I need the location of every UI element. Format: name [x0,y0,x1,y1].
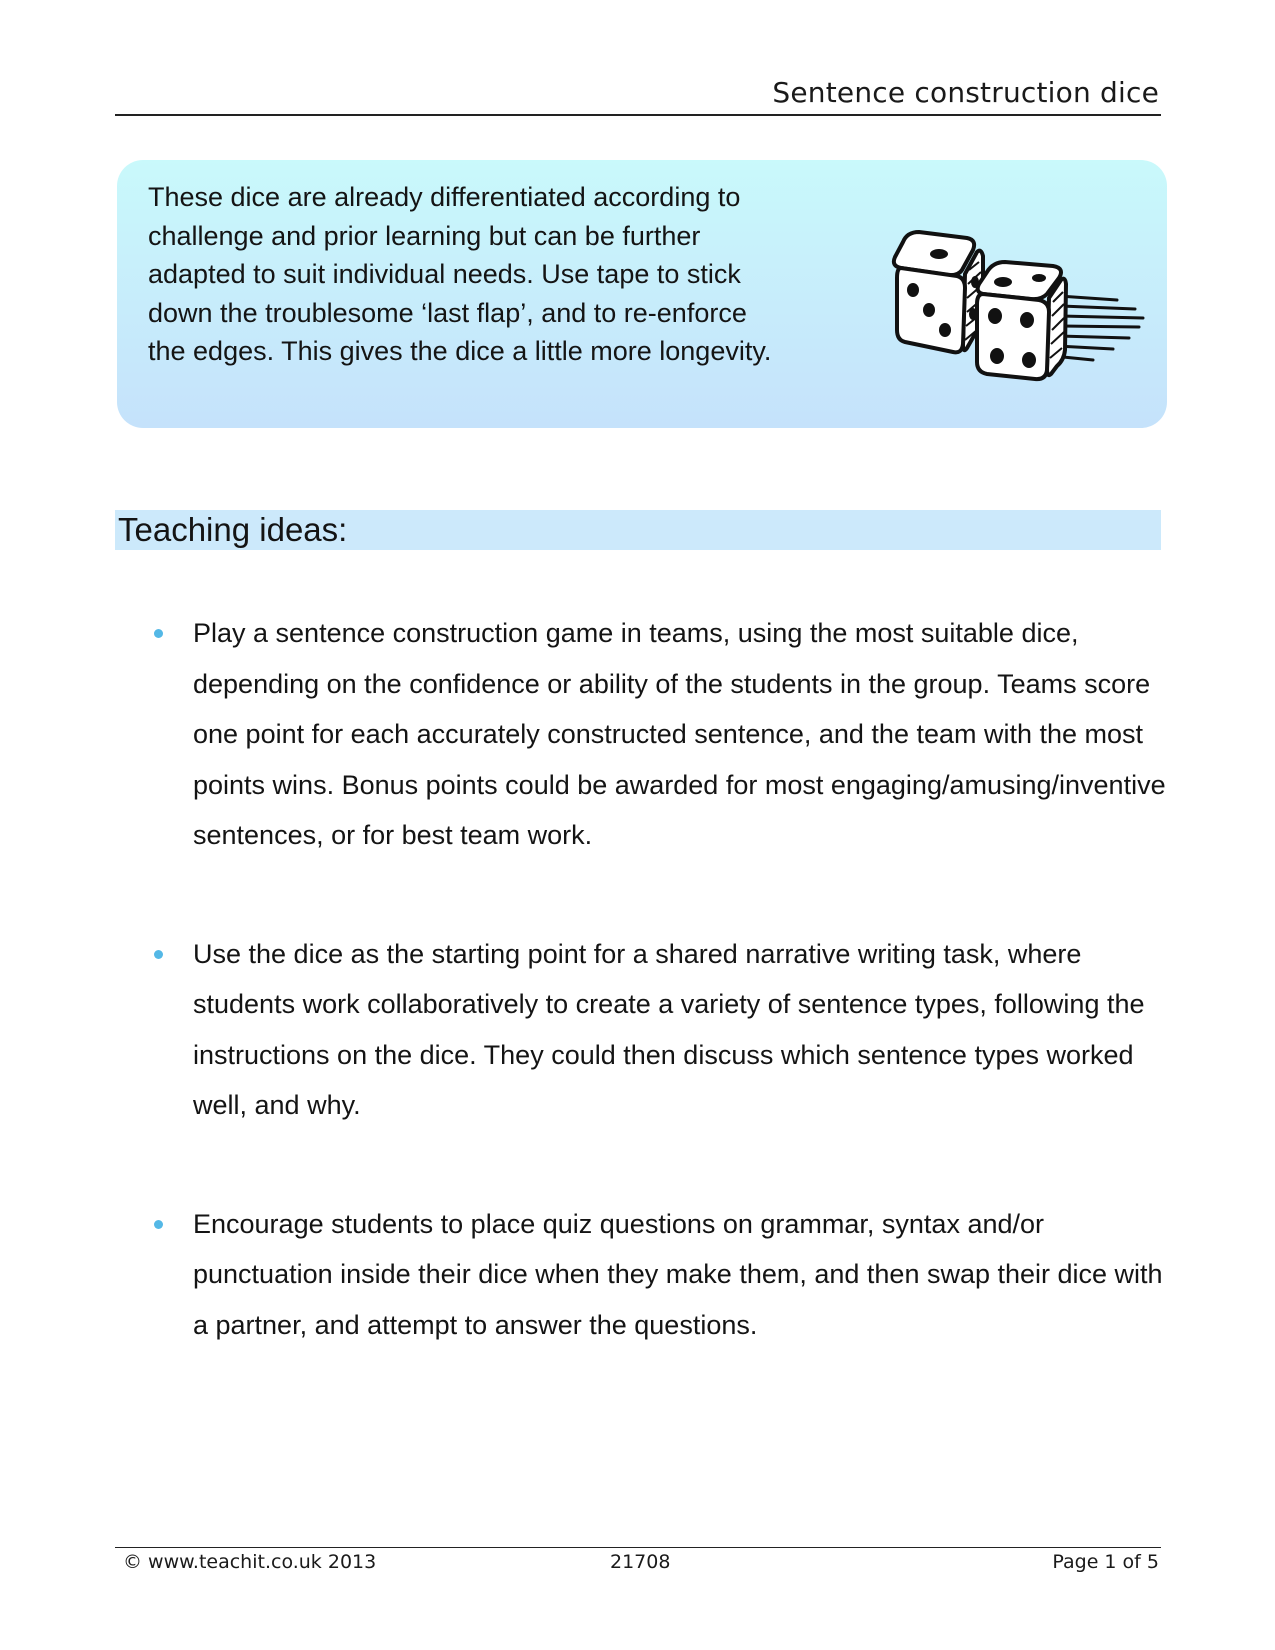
idea-text: Play a sentence construction game in teams, using the most suitable dice, depending on the confidence or ability of the students in the group. Teams score one point for each accurately constructed sentence, and the team with the most points wins. Bonus points could be awarded for most engaging/amusing/inventive sentences, or for best team work. [193,618,1166,850]
section-heading-band [115,510,1161,550]
page-header [115,74,1161,116]
idea-text: Encourage students to place quiz questions on grammar, syntax and/or punctuation inside their dice when they make them, and then swap their dice with a partner, and attempt to answer the questions. [193,1208,1163,1340]
dice-icon [817,210,1147,390]
list-item [150,1199,1180,1351]
intro-text: These dice are already differentiated according to challenge and prior learning but can be further adapted to suit individual needs. Use tape to stick down the troublesome ‘last flap’, and to re-enforce the edges. This gives the dice a little more longevity. [148,182,772,366]
page-number: Page 1 of 5 [1052,1551,1159,1573]
bullet-icon [154,950,163,959]
bullet-icon [154,1220,163,1229]
teaching-ideas-list [150,608,1180,1418]
page-footer [115,1547,1161,1580]
document-title: Sentence construction dice [772,76,1159,109]
section-heading: Teaching ideas: [118,511,348,548]
list-item [150,608,1180,861]
resource-code: 21708 [610,1551,671,1573]
intro-box [117,160,1167,428]
copyright-link[interactable]: © www.teachit.co.uk 2013 [123,1551,377,1573]
list-item [150,929,1180,1131]
bullet-icon [154,629,163,638]
idea-text: Use the dice as the starting point for a shared narrative writing task, where students work collaboratively to create a variety of sentence types, following the instructions on the dice. They could then discuss which sentence types worked well, and why. [193,938,1145,1120]
